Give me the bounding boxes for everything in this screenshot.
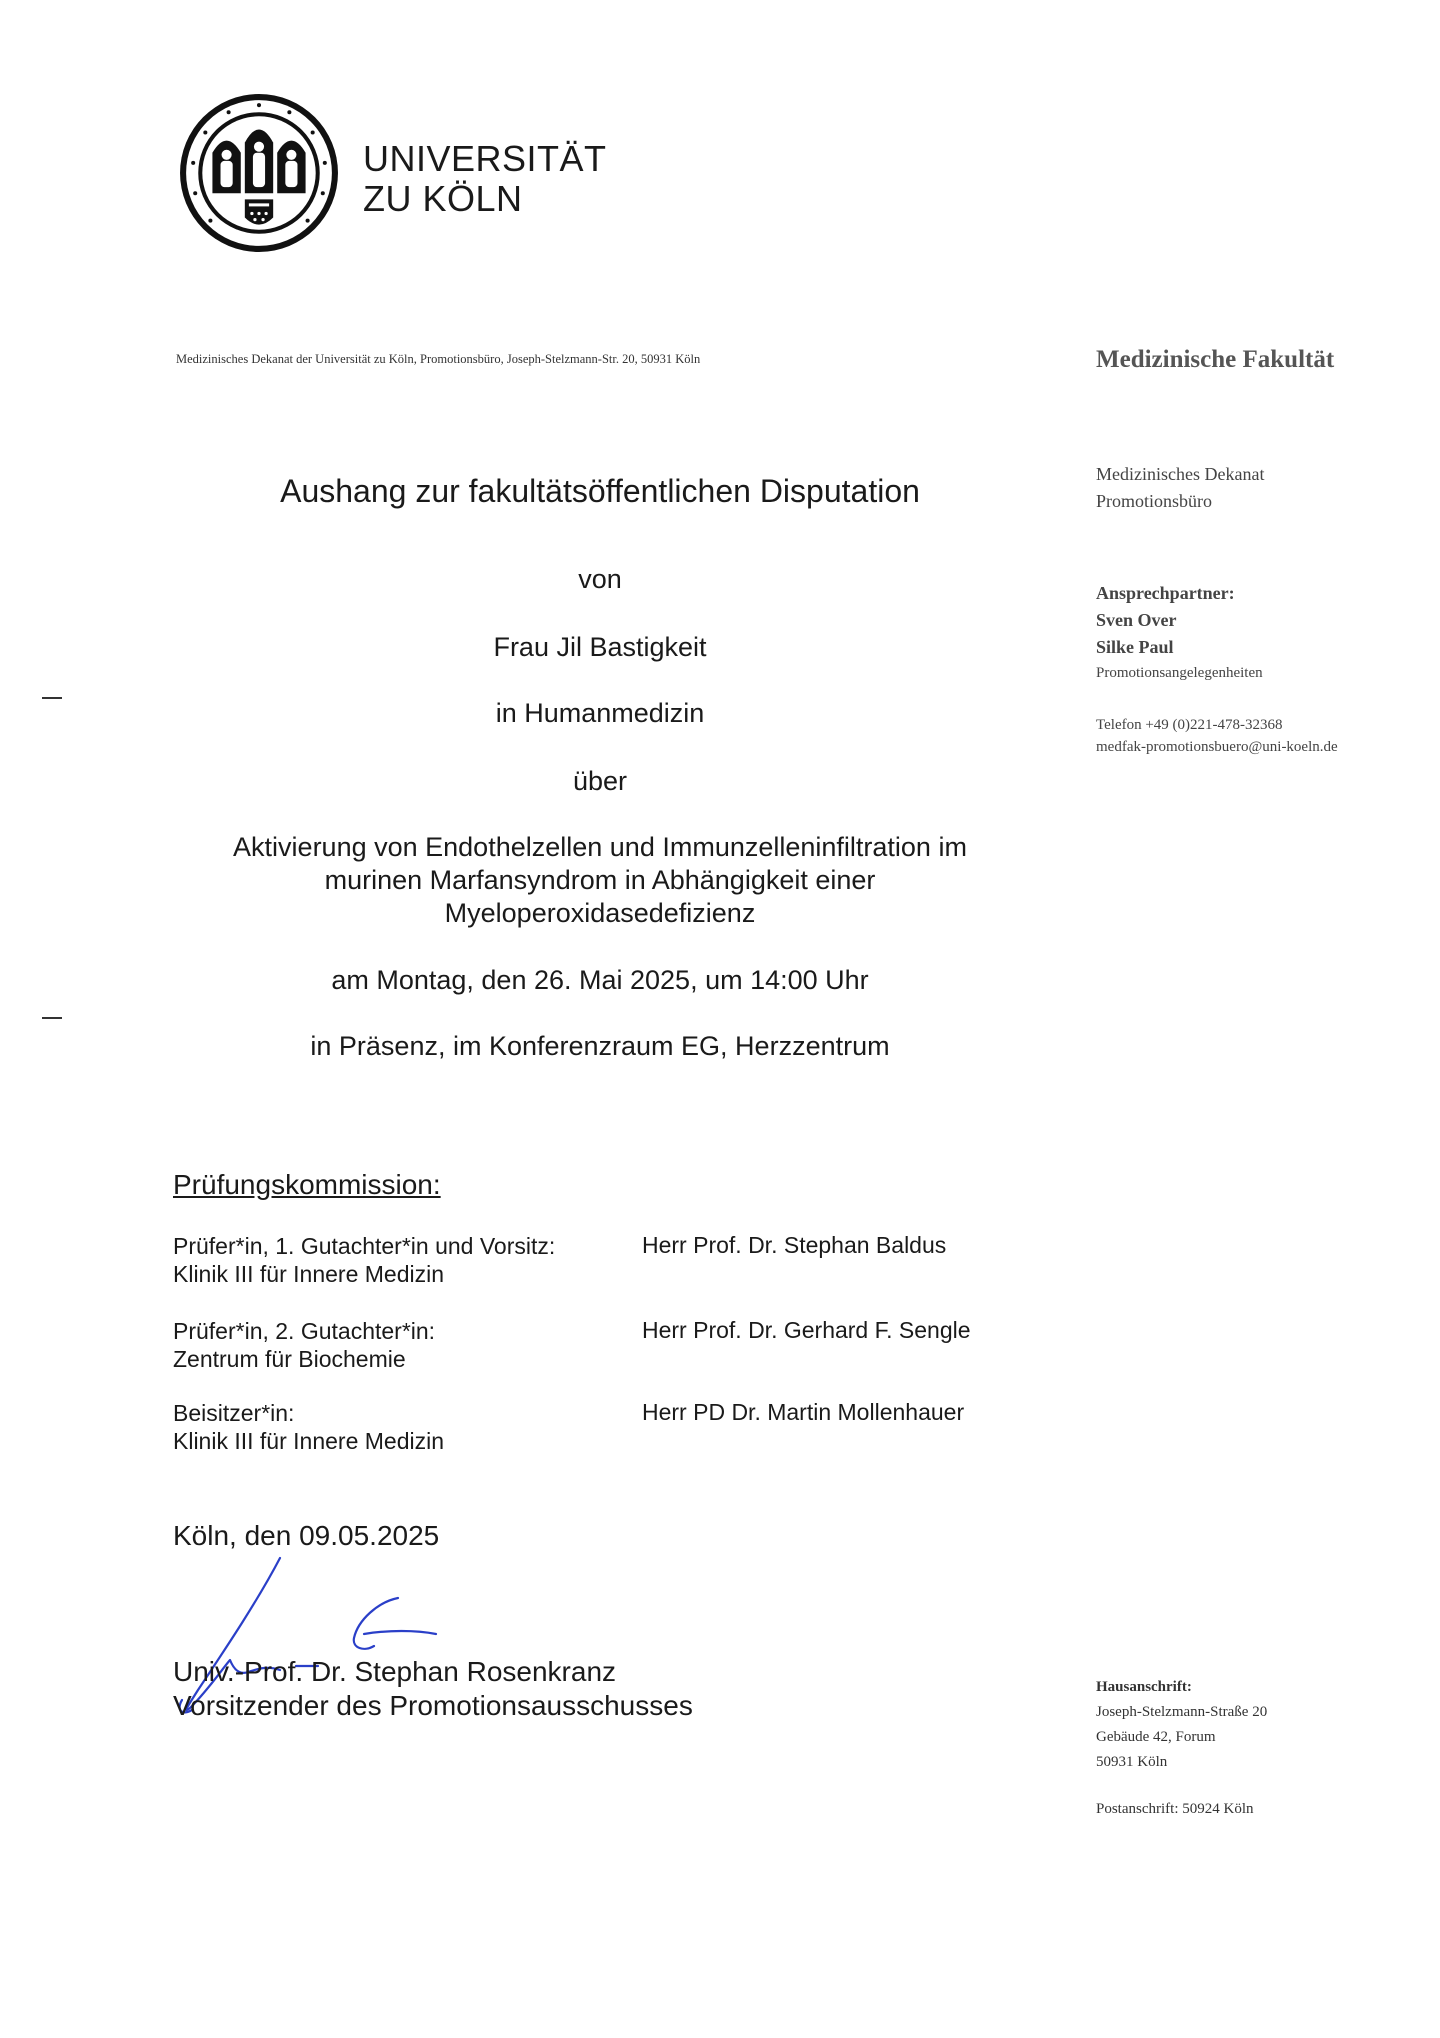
department-block <box>1096 461 1264 515</box>
committee-member-1-name: Herr Prof. Dr. Stephan Baldus <box>642 1232 947 1258</box>
contact-person-2: Silke Paul <box>1096 637 1174 657</box>
member-dept: Klinik III für Innere Medizin <box>173 1428 445 1454</box>
fold-mark-top <box>42 697 62 699</box>
disputation-datetime: am Montag, den 26. Mai 2025, um 14:00 Uhr <box>331 965 869 995</box>
contact-person-1: Sven Over <box>1096 610 1177 630</box>
contact-role: Promotionsangelegenheiten <box>1096 665 1263 681</box>
address-line3: 50931 Köln <box>1096 1754 1168 1770</box>
university-name-line2: ZU KÖLN <box>363 178 523 219</box>
address-line2: Gebäude 42, Forum <box>1096 1729 1216 1745</box>
signer-block <box>173 1655 693 1723</box>
contact-details <box>1096 714 1338 758</box>
candidate-name: Frau Jil Bastigkeit <box>493 632 707 662</box>
address-block <box>1096 1675 1267 1822</box>
department-line2: Promotionsbüro <box>1096 491 1213 511</box>
dissertation-topic <box>175 831 1025 930</box>
sender-address-line: Medizinisches Dekanat der Universität zu Köln, Promotionsbüro, Joseph-Stelzmann-Str. 20, 50931 Köln <box>176 352 701 366</box>
place-date: Köln, den 09.05.2025 <box>173 1520 440 1551</box>
committee-member-2-role <box>173 1317 435 1373</box>
contact-phone: Telefon +49 (0)221-478-32368 <box>1096 717 1283 733</box>
fold-mark-bottom <box>42 1017 62 1019</box>
notice-subject: in Humanmedizin <box>495 698 705 728</box>
member-dept: Zentrum für Biochemie <box>173 1346 406 1372</box>
committee-member-1-role <box>173 1232 555 1288</box>
university-name <box>363 139 607 219</box>
university-name-line1: UNIVERSITÄT <box>363 138 607 179</box>
member-dept: Klinik III für Innere Medizin <box>173 1261 445 1287</box>
topic-line2: murinen Marfansyndrom in Abhängigkeit einer <box>324 865 876 895</box>
disputation-location: in Präsenz, im Konferenzraum EG, Herzzentrum <box>310 1031 890 1061</box>
department-line1: Medizinisches Dekanat <box>1096 464 1265 484</box>
university-seal-logo <box>178 92 340 254</box>
topic-line3: Myeloperoxidasedefizienz <box>444 898 756 928</box>
postal-address: Postanschrift: 50924 Köln <box>1096 1801 1254 1817</box>
committee-heading: Prüfungskommission: <box>173 1169 441 1200</box>
topic-line1: Aktivierung von Endothelzellen und Immunzelleninfiltration im <box>233 832 967 862</box>
address-label: Hausanschrift: <box>1096 1679 1192 1695</box>
contact-label: Ansprechpartner: <box>1096 583 1235 603</box>
notice-von: von <box>578 564 622 594</box>
committee-member-2-name: Herr Prof. Dr. Gerhard F. Sengle <box>642 1317 971 1343</box>
committee-member-3-name: Herr PD Dr. Martin Mollenhauer <box>642 1399 965 1425</box>
faculty-name: Medizinische Fakultät <box>1096 346 1335 373</box>
address-line1: Joseph-Stelzmann-Straße 20 <box>1096 1704 1268 1720</box>
signer-title: Vorsitzender des Promotionsausschusses <box>173 1690 693 1721</box>
member-role: Prüfer*in, 2. Gutachter*in: <box>173 1318 436 1344</box>
notice-ueber: über <box>572 766 628 796</box>
contact-block <box>1096 580 1263 685</box>
notice-title: Aushang zur fakultätsöffentlichen Disputation <box>280 473 920 509</box>
contact-email[interactable]: medfak-promotionsbuero@uni-koeln.de <box>1096 739 1338 755</box>
member-role: Prüfer*in, 1. Gutachter*in und Vorsitz: <box>173 1233 556 1259</box>
committee-member-3-role <box>173 1399 444 1455</box>
signer-name: Univ.-Prof. Dr. Stephan Rosenkranz <box>173 1656 617 1687</box>
member-role: Beisitzer*in: <box>173 1400 295 1426</box>
